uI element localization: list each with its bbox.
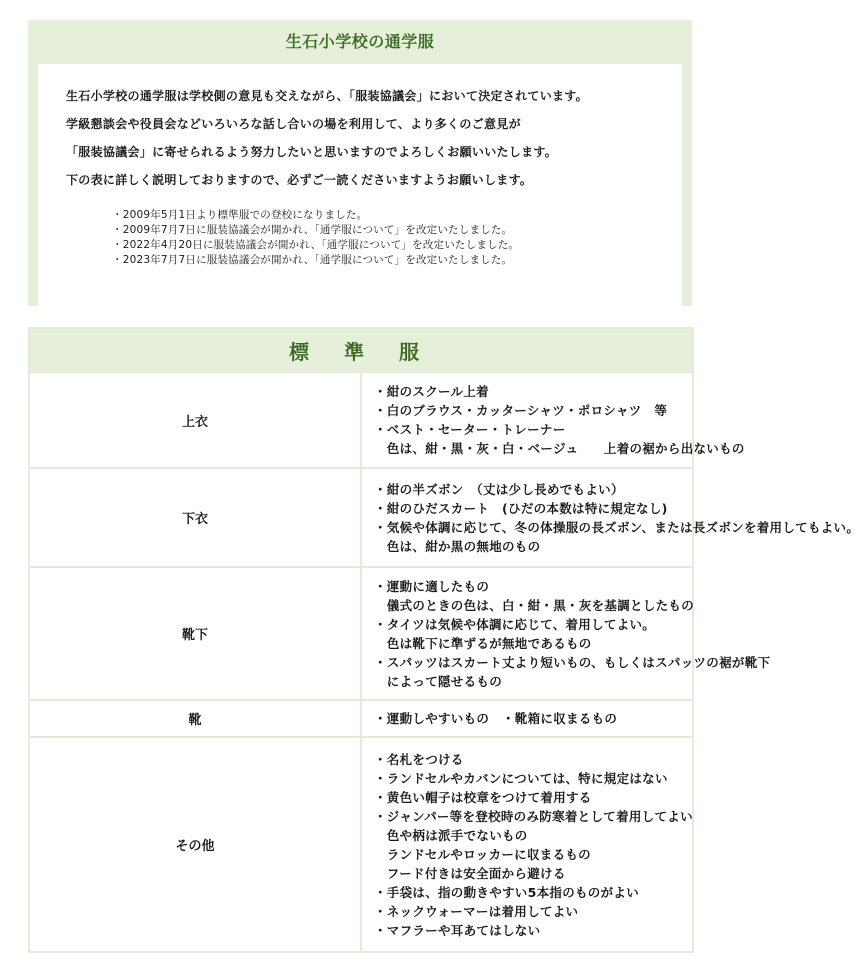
- rule-line: ・スパッツはスカート丈より短いもの、もしくはスパッツの裾が靴下: [374, 654, 771, 670]
- rule-line: ・気候や体調に応じて、冬の体操服の長ズボン、または長ズボンを着用してもよい。: [374, 519, 859, 535]
- notice-body: [38, 64, 682, 318]
- notice-paragraph: 下の表に詳しく説明しておりますので、必ずご一読くださいますようお願いします。: [66, 173, 533, 187]
- revision-note: ・2022年4月20日に服装協議会が開かれ、「通学服について」を改定いたしました。: [112, 239, 520, 251]
- notice-paragraph: 学級懇談会や役員会などいろいろな話し合いの場を利用して、より多くのご意見が: [66, 117, 521, 131]
- rule-line: ・タイツは気候や体調に応じて、着用してよい。: [374, 616, 656, 632]
- revision-note: ・2023年7月7日に服装協議会が開かれ、「通学服について」を改定いたしました。: [112, 254, 513, 266]
- notice-paragraph: 生石小学校の通学服は学校側の意見も交えながら、「服装協議会」において決定されています。: [66, 89, 588, 103]
- rule-line: ・ベスト・セーター・トレーナー: [374, 422, 566, 437]
- rule-line: ランドセルやロッカーに収まるもの: [374, 846, 591, 862]
- notice-title: 生石小学校の通学服: [285, 32, 435, 51]
- table-row: [29, 468, 693, 567]
- rule-line: ・ジャンパー等を登校時のみ防寒着として着用してよい: [374, 808, 693, 824]
- rule-line: ・ネックウォーマーは着用してよい: [374, 903, 579, 919]
- rule-line: ・ランドセルやカバンについては、特に規定はない: [374, 770, 668, 786]
- table-row: [29, 567, 693, 700]
- row-label-tops: 上衣: [29, 372, 361, 468]
- revision-note: ・2009年7月7日に服装協議会が開かれ、「通学服について」を改定いたしました。: [112, 224, 513, 236]
- row-label-bottoms: 下衣: [29, 468, 361, 567]
- rule-line: 儀式のときの色は、白・紺・黒・灰を基調としたもの: [374, 597, 695, 613]
- standard-uniform-table: [28, 327, 859, 953]
- rule-line: ・紺の半ズボン （丈は少し長めでもよい）: [374, 481, 624, 497]
- rule-line: ・手袋は、指の動きやすい5本指のものがよい: [374, 884, 639, 900]
- row-content-tops: [361, 372, 745, 468]
- table-row: [29, 737, 693, 952]
- row-label-shoes: 靴: [29, 700, 361, 737]
- notice-paragraph: 「服装協議会」に寄せられるよう努力したいと思いますのでよろしくお願いいたします。: [66, 145, 558, 159]
- uniform-notice-box: [28, 20, 692, 306]
- rule-line: によって隠せるもの: [374, 673, 503, 689]
- rule-line: ・名札をつける: [374, 751, 464, 767]
- row-content-shoes: [361, 700, 693, 737]
- rule-line: フード付きは安全面から避ける: [374, 865, 566, 881]
- standard-uniform-title: 標 準 服: [29, 328, 693, 372]
- rule-line: ・紺のひだスカート (ひだの本数は特に規定なし): [374, 500, 668, 516]
- revision-note: ・2009年5月1日より標準服での登校になりました。: [112, 209, 368, 221]
- rule-line: ・運動に適したもの: [374, 578, 490, 594]
- table-row: [29, 700, 693, 737]
- rule-line: ・白のブラウス・カッターシャツ・ポロシャツ 等: [374, 403, 668, 418]
- rule-line: ・紺のスクール上着: [374, 384, 489, 399]
- rule-line: ・運動しやすいもの ・靴箱に収まるもの: [374, 711, 618, 726]
- rule-line: 色は、紺か黒の無地のもの: [374, 538, 541, 554]
- row-content-bottoms: [361, 468, 859, 567]
- rule-line: 色や柄は派手でないもの: [374, 827, 528, 843]
- revision-history: [66, 208, 682, 268]
- rule-line: 色は靴下に準ずるが無地であるもの: [374, 635, 592, 651]
- row-content-other: [361, 737, 693, 952]
- rule-line: ・黄色い帽子は校章をつけて着用する: [374, 789, 592, 805]
- table-row: [29, 372, 693, 468]
- row-content-socks: [361, 567, 771, 700]
- rule-line: ・マフラーや耳あてはしない: [374, 922, 541, 938]
- row-label-socks: 靴下: [29, 567, 361, 700]
- row-label-other: その他: [29, 737, 361, 952]
- rule-line: 色は、紺・黒・灰・白・ベージュ 上着の裾から出ないもの: [374, 441, 745, 456]
